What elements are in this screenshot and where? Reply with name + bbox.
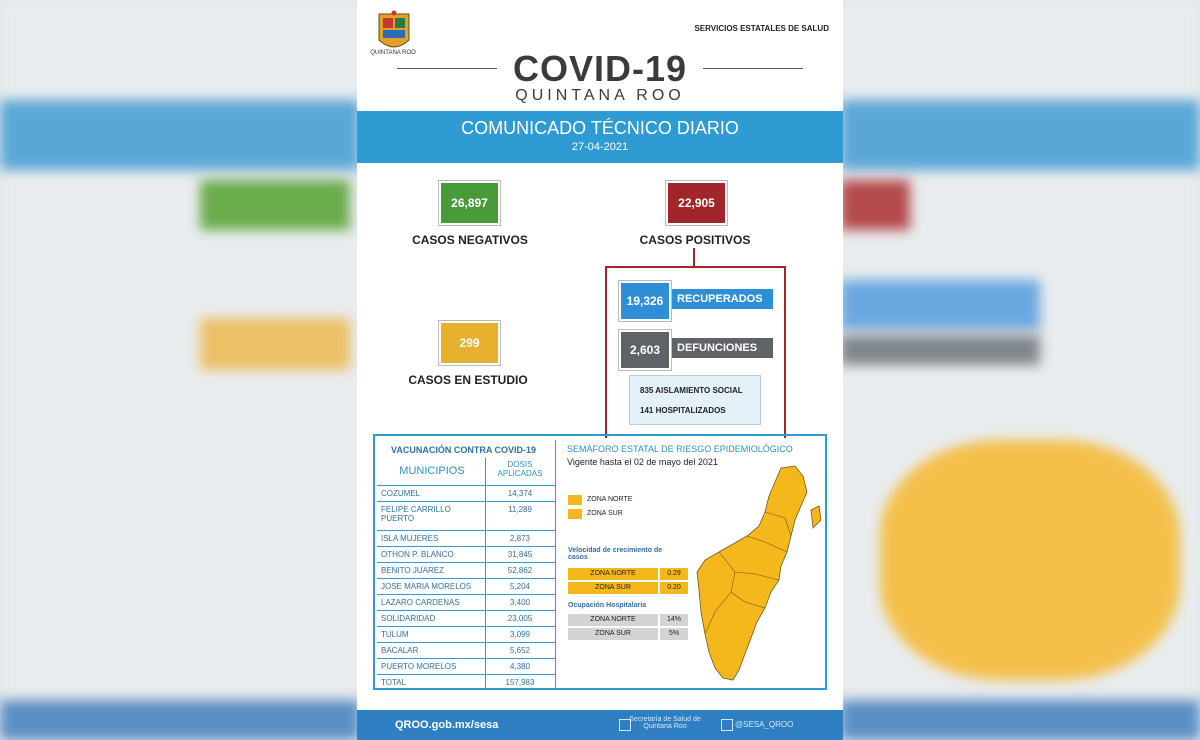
- table-row: [377, 578, 555, 595]
- municipio-name: BENITO JUAREZ: [381, 566, 444, 575]
- semaforo-title: SEMÁFORO ESTATAL DE RIESGO EPIDEMIOLÓGICO: [567, 444, 793, 454]
- recuperados-value: 19,326: [619, 281, 671, 321]
- positivos-label: CASOS POSITIVOS: [639, 233, 751, 247]
- table-row: [377, 501, 555, 531]
- dosis-value: 5,652: [509, 646, 531, 655]
- velocidad-norte-value: 0.29: [659, 567, 689, 581]
- dosis-value: 5,204: [509, 582, 531, 591]
- table-row: [377, 546, 555, 563]
- dosis-value: 4,380: [509, 662, 531, 671]
- banner-date: 27-04-2021: [571, 141, 629, 153]
- municipio-name: PUERTO MORELOS: [381, 662, 457, 671]
- positivos-value: 22,905: [666, 181, 727, 225]
- estudio-label: CASOS EN ESTUDIO: [408, 373, 528, 387]
- municipios-header: MUNICIPIOS: [399, 465, 465, 477]
- table-total-row: [377, 674, 555, 691]
- estudio-value: 299: [439, 321, 500, 365]
- table-row: [377, 485, 555, 502]
- ocupacion-sur-zone: ZONA SUR: [567, 627, 659, 641]
- table-row: [377, 562, 555, 579]
- municipio-name: TOTAL: [381, 678, 407, 687]
- velocidad-norte-zone: ZONA NORTE: [567, 567, 659, 581]
- dosis-value: 23,005: [507, 614, 533, 623]
- municipio-name: TULUM: [381, 630, 409, 639]
- municipio-name: BACALAR: [381, 646, 419, 655]
- dosis-value: 157,983: [505, 678, 535, 687]
- zona-norte-legend: ZONA NORTE: [587, 496, 633, 503]
- negativos-value: 26,897: [439, 181, 500, 225]
- logo-caption: QUINTANA ROO: [370, 50, 416, 56]
- municipio-name: OTHON P. BLANCO: [381, 550, 454, 559]
- table-row: [377, 530, 555, 547]
- ocupacion-title: Ocupación Hospitalaria: [568, 602, 647, 609]
- table-row: [377, 658, 555, 675]
- municipio-name: COZUMEL: [381, 489, 421, 498]
- table-row: [377, 626, 555, 643]
- dosis-value: 3,099: [509, 630, 531, 639]
- positivos-detail-box: [629, 375, 761, 425]
- velocidad-sur-zone: ZONA SUR: [567, 581, 659, 595]
- footer-facebook[interactable]: Secretaría de Salud de Quintana Roo: [629, 716, 701, 730]
- footer-url[interactable]: QROO.gob.mx/sesa: [395, 719, 499, 731]
- velocidad-sur-value: 0.20: [659, 581, 689, 595]
- velocidad-title: Velocidad de crecimiento de casos: [568, 547, 663, 561]
- municipio-name: LAZARO CARDENAS: [381, 598, 460, 607]
- negativos-label: CASOS NEGATIVOS: [412, 233, 528, 247]
- table-row: [377, 642, 555, 659]
- hospitalizados-text: 141 HOSPITALIZADOS: [640, 406, 726, 415]
- quintana-roo-map: [695, 462, 825, 686]
- table-row: [377, 594, 555, 611]
- dosis-value: 14,374: [507, 489, 533, 498]
- twitter-icon: [721, 719, 733, 731]
- page-subtitle: QUINTANA ROO: [515, 87, 685, 104]
- vaccination-title: VACUNACIÓN CONTRA COVID-19: [391, 445, 537, 455]
- zona-sur-swatch: [568, 509, 582, 519]
- positivos-connector: [693, 248, 695, 266]
- dosis-value: 3,400: [509, 598, 531, 607]
- municipio-name: SOLIDARIDAD: [381, 614, 436, 623]
- dosis-value: 31,845: [507, 550, 533, 559]
- dosis-value: 52,862: [507, 566, 533, 575]
- ocupacion-norte-value: 14%: [659, 613, 689, 627]
- ocupacion-sur-value: 5%: [659, 627, 689, 641]
- zona-sur-legend: ZONA SUR: [587, 510, 623, 517]
- footer-twitter[interactable]: @SESA_QROO: [735, 720, 794, 729]
- zona-norte-swatch: [568, 495, 582, 505]
- covid-infographic: [357, 0, 843, 740]
- defunciones-label: DEFUNCIONES: [667, 338, 773, 358]
- municipio-name: ISLA MUJERES: [381, 534, 439, 543]
- dosis-value: 2,873: [509, 534, 531, 543]
- semaforo-vigencia: Vigente hasta el 02 de mayo del 2021: [567, 457, 718, 467]
- agency-name: SERVICIOS ESTATALES DE SALUD: [694, 24, 829, 33]
- banner-title: COMUNICADO TÉCNICO DIARIO: [461, 118, 739, 138]
- recuperados-label: RECUPERADOS: [667, 289, 773, 309]
- defunciones-value: 2,603: [619, 330, 671, 370]
- table-row: [377, 610, 555, 627]
- dosis-header: DOSIS APLICADAS: [497, 460, 543, 478]
- panel-divider: [555, 440, 556, 688]
- dosis-value: 11,289: [508, 505, 532, 514]
- municipio-name: JOSE MARIA MORELOS: [381, 582, 472, 591]
- municipio-name: FELIPE CARRILLO PUERTO: [381, 505, 451, 523]
- aislamiento-text: 835 AISLAMIENTO SOCIAL: [640, 386, 743, 395]
- ocupacion-norte-zone: ZONA NORTE: [567, 613, 659, 627]
- page-title: COVID-19: [512, 48, 688, 89]
